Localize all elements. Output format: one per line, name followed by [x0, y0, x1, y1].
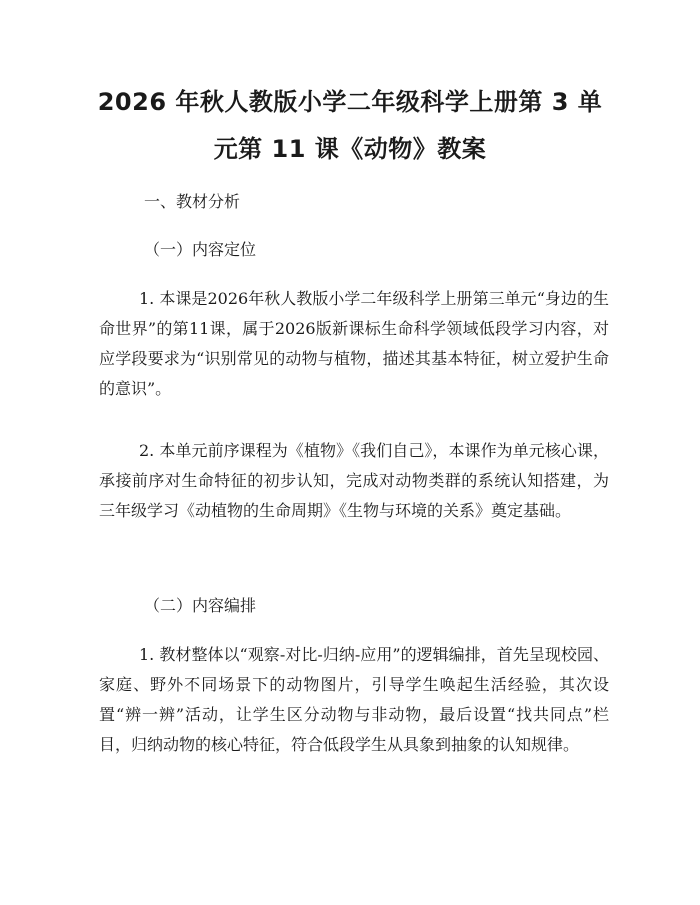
paragraph-content-arrangement-1: 1. 教材整体以“观察-对比-归纳-应用”的逻辑编排，首先呈现校园、家庭、野外不同场景下的动物图片，引导学生唤起生活经验，其次设置“辨一辨”活动，让学生区分动物与非动物，最后设置“找共同点”栏目，归纳动物的核心特征，符合低段学生从具象到抽象的认知规律。 [99, 645, 609, 754]
subsection-heading-content-arrangement: （二）内容编排 [144, 596, 257, 615]
paragraph-content-positioning-1: 1. 本课是2026年秋人教版小学二年级科学上册第三单元“身边的生命世界”的第11课，属于2026版新课标生命科学领域低段学习内容，对应学段要求为“识别常见的动物与植物，描述其基本特征，树立爱护生命的意识”。 [99, 289, 609, 398]
document-title-line-1: 2026 年秋人教版小学二年级科学上册第 3 单 [97, 88, 603, 116]
paragraph-content-positioning-2: 2. 本单元前序课程为《植物》《我们自己》，本课作为单元核心课，承接前序对生命特征的初步认知，完成对动物类群的系统认知搭建，为三年级学习《动植物的生命周期》《生物与环境的关系》奠定基础。 [99, 441, 609, 520]
section-heading-teaching-material-analysis: 一、教材分析 [144, 192, 241, 211]
document-title-line-2: 元第 11 课《动物》教案 [213, 135, 487, 163]
subsection-heading-content-positioning: （一）内容定位 [144, 240, 257, 259]
